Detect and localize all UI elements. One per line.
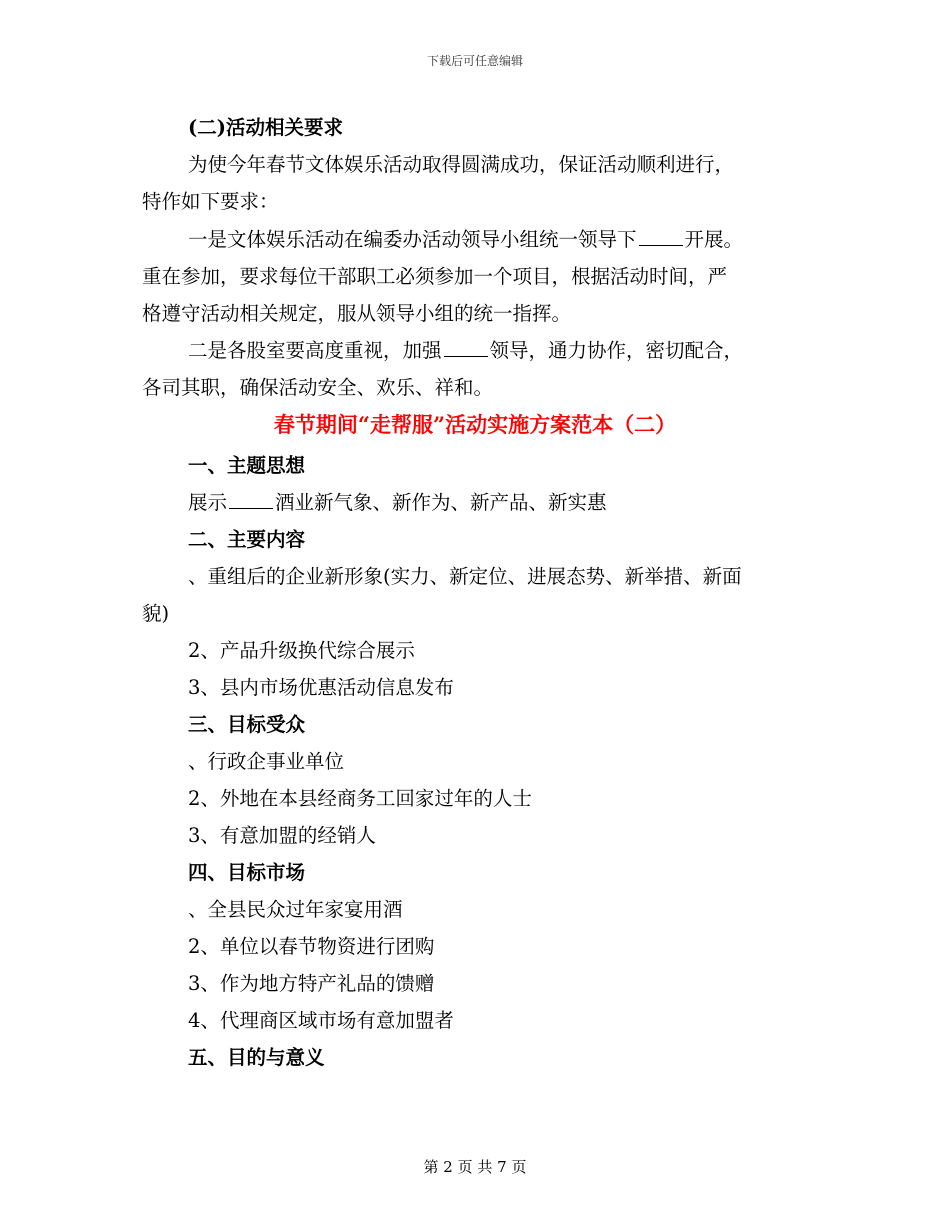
section-heading-market: 四、目标市场 — [188, 861, 306, 884]
requirement-one-text: 一是文体娱乐活动在编委办活动领导小组统一领导下 — [188, 228, 637, 251]
list-item: 2、产品升级换代综合展示 — [188, 639, 415, 662]
paragraph-intro-line: 为使今年春节文体娱乐活动取得圆满成功，保证活动顺利进行， — [188, 153, 735, 176]
list-item: 、行政企事业单位 — [188, 750, 345, 773]
requirement-two-text: 领导，通力协作，密切配合， — [489, 339, 744, 362]
list-item: 4、代理商区域市场有意加盟者 — [188, 1009, 454, 1032]
list-item-continuation: 貌) — [142, 602, 170, 625]
document-title: 春节期间“走帮服”活动实施方案范本（二） — [273, 412, 677, 437]
section-heading-requirements: (二)活动相关要求 — [188, 116, 343, 139]
paragraph-intro-line: 特作如下要求： — [142, 190, 279, 213]
section-heading-audience: 三、目标受众 — [188, 713, 306, 736]
fill-in-blank — [444, 338, 488, 357]
list-item: 、全县民众过年家宴用酒 — [188, 898, 403, 921]
section-heading-content: 二、主要内容 — [188, 528, 306, 551]
fill-in-blank — [229, 490, 273, 509]
list-item: 、重组后的企业新形象(实力、新定位、进展态势、新举措、新面 — [188, 565, 742, 588]
theme-text — [188, 490, 848, 516]
section-heading-purpose: 五、目的与意义 — [188, 1046, 325, 1069]
list-item: 3、县内市场优惠活动信息发布 — [188, 676, 454, 699]
requirement-one-text: 开展。 — [684, 228, 744, 251]
paragraph-requirement-one — [188, 227, 848, 253]
section-heading-theme: 一、主题思想 — [188, 454, 306, 477]
list-item: 2、单位以春节物资进行团购 — [188, 935, 435, 958]
theme-text-part: 酒业新气象、新作为、新产品、新实惠 — [275, 491, 607, 514]
page-header-note: 下载后可任意编辑 — [426, 54, 523, 68]
paragraph-requirement-one-line: 重在参加，要求每位干部职工必须参加一个项目，根据活动时间，严 — [142, 265, 728, 288]
list-item: 3、作为地方特产礼品的馈赠 — [188, 972, 435, 995]
fill-in-blank — [639, 227, 683, 246]
paragraph-requirement-one-line: 格遵守活动相关规定，服从领导小组的统一指挥。 — [142, 302, 572, 325]
list-item: 2、外地在本县经商务工回家过年的人士 — [188, 787, 532, 810]
paragraph-requirement-two-line: 各司其职，确保活动安全、欢乐、祥和。 — [142, 376, 494, 399]
list-item: 3、有意加盟的经销人 — [188, 824, 376, 847]
theme-text-part: 展示 — [188, 491, 228, 514]
page-number-footer: 第 2 页 共 7 页 — [423, 1158, 527, 1176]
paragraph-requirement-two — [188, 338, 848, 364]
requirement-two-text: 二是各股室要高度重视，加强 — [188, 339, 442, 362]
